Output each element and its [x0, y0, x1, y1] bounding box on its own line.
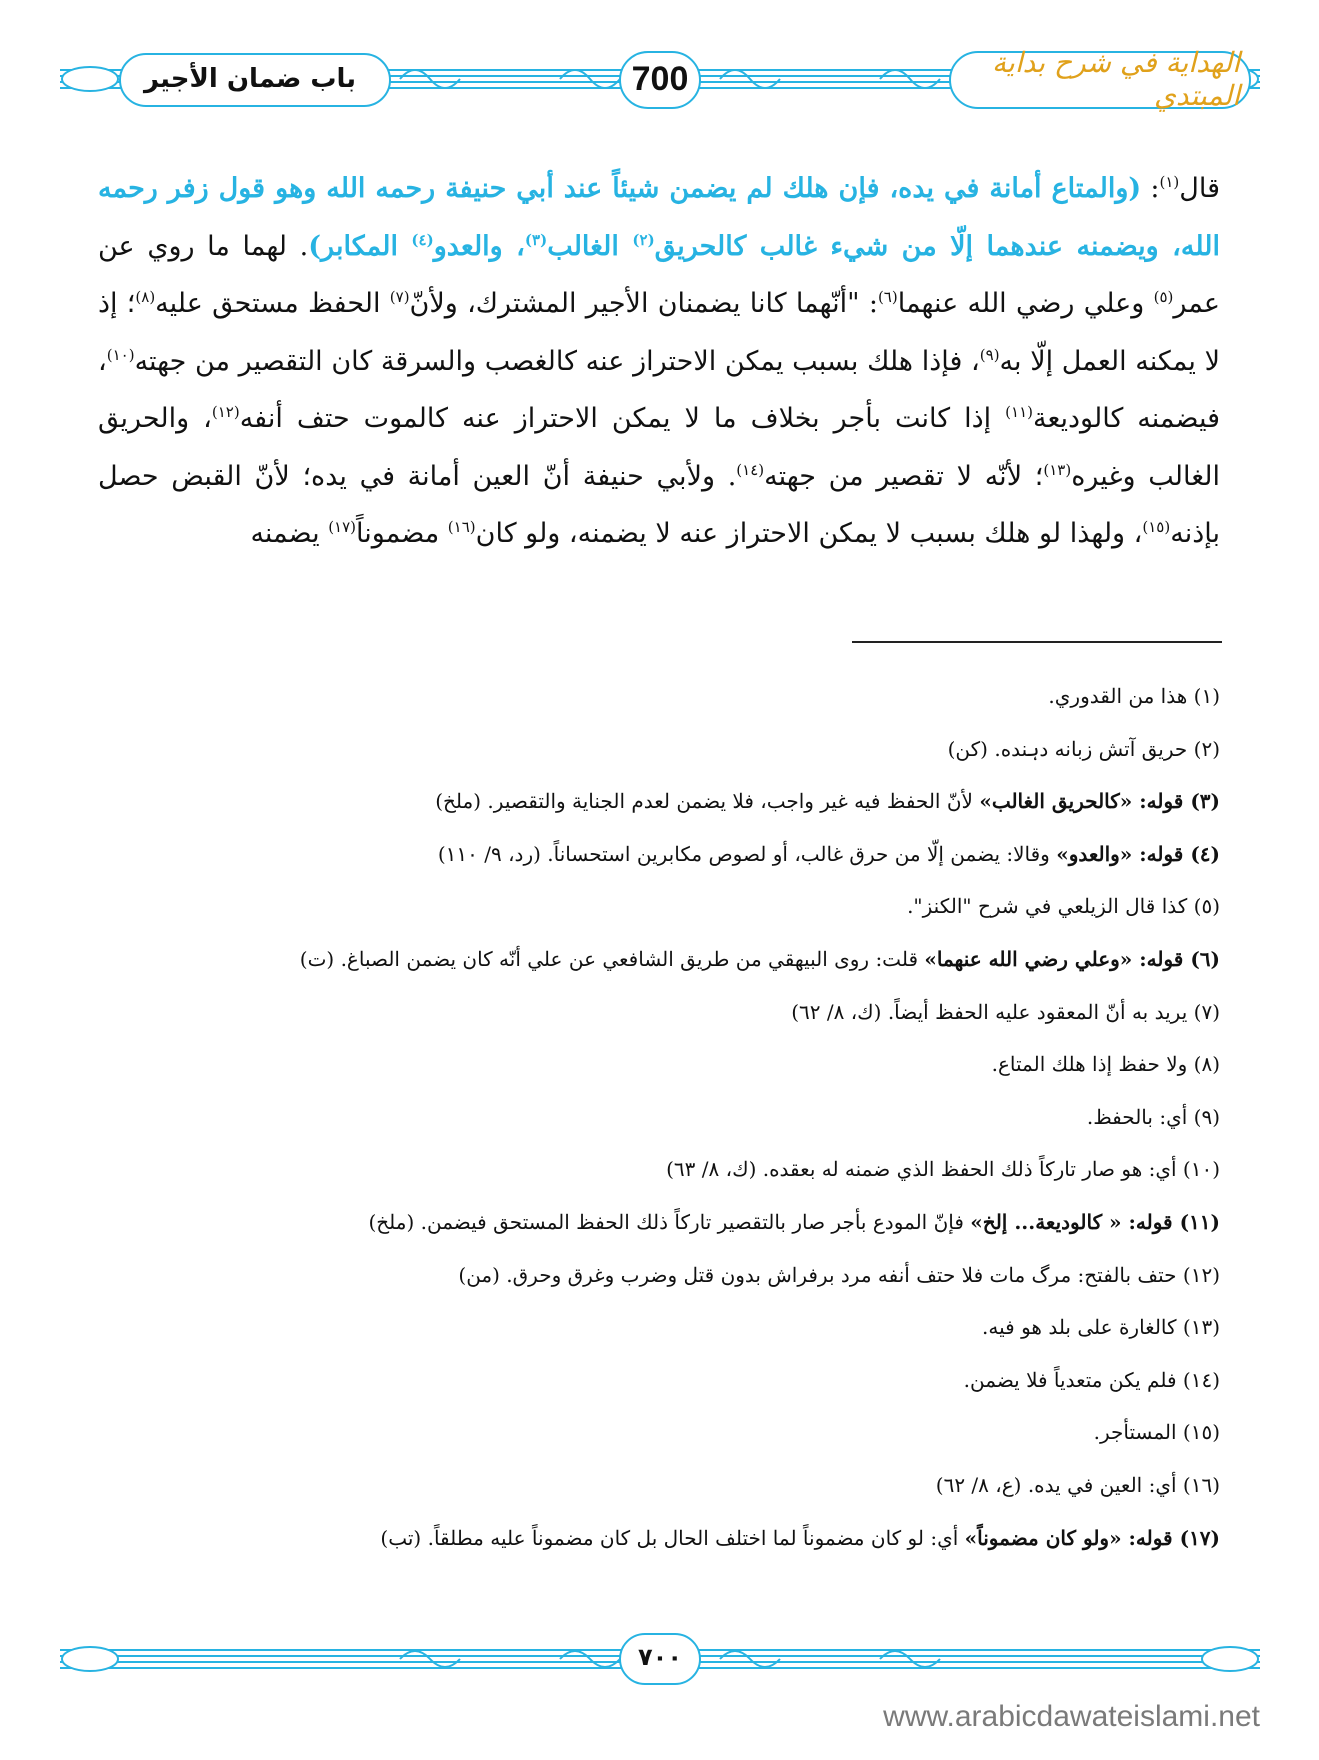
book-title: الهداية في شرح بداية المبتدي	[992, 46, 1240, 112]
footnote-ref: (٦)	[877, 288, 898, 306]
highlighted-matn: (والمتاع أمانة في يده، فإن هلك لم يضمن شيئاً عند أبي حنيفة رحمه الله وهو قول زفر رحمه الله، ويضمنه عندهما إلّا من شيء غالب كالحريق	[98, 173, 1221, 262]
footnote: (١٢) حتف بالفتح: مرگ مات فلا حتف أنفه مرد برفراش بدون قتل وضرب وغرق وحرق. (من)	[458, 1262, 1220, 1287]
main-text-span: وعلي رضي الله عنهما	[897, 288, 1154, 319]
footer-page-number: ٧٠٠	[638, 1643, 682, 1671]
footnote-text: أي: لو كان مضموناً لما اختلف الحال بل كان مضموناً عليه مطلقاً. (تب)	[380, 1525, 965, 1550]
footnote-text: لأنّ الحفظ فيه غير واجب، فلا يضمن لعدم الجناية والتقصير. (ملخ)	[435, 789, 980, 814]
footnote: (٥) كذا قال الزيلعي في شرح "الكنز".	[907, 894, 1220, 919]
footnote: (١٦) أي: العين في يده. (ع، ٨/ ٦٢)	[935, 1472, 1220, 1497]
footnote-lemma: (٣) قوله: «كالحريق الغالب»	[979, 789, 1220, 814]
footnote-ref: (٥)	[1153, 288, 1174, 306]
footnote	[140, 828, 1220, 881]
main-text-span: ؛ لأنّه لا تقصير من جهته	[764, 460, 1044, 492]
footnote: (١٥) المستأجر.	[1093, 1420, 1220, 1445]
main-text-span: إذا كانت بأجر بخلاف ما لا يمكن الاحتراز عنه كالموت حتف أنفه	[239, 403, 1006, 434]
footnote-ref: (٤)	[411, 230, 434, 249]
footnote-ref: (١٣)	[1043, 460, 1072, 479]
main-text-span: ، فيضمنه كالوديعة	[98, 345, 1221, 434]
footnote-text: فإنّ المودع بأجر صار بالتقصير تاركاً ذلك الحفظ المستحق فيضمن. (ملخ)	[368, 1209, 971, 1234]
footnote	[140, 933, 1220, 986]
footnote-ref: (١١)	[1005, 403, 1033, 421]
footnote-text: وقالا: يضمن إلّا من حرق غالب، أو لصوص مكابرين استحساناً. (رد، ٩/ ١١٠)	[437, 841, 1057, 866]
footnote: (٩) أي: بالحفظ.	[1086, 1104, 1220, 1129]
highlighted-matn: ، والعدو	[433, 230, 525, 262]
footnote: (٢) حريق آتش زبانه دہنده. (كن)	[947, 736, 1220, 761]
chapter-title: باب ضمان الأجير	[143, 64, 357, 94]
footnote	[140, 1196, 1220, 1249]
footnote	[140, 1512, 1220, 1565]
main-text-span: ، فإذا هلك بسبب يمكن الاحتراز عنه كالغصب والسرقة كان التقصير من جهته	[134, 345, 980, 377]
highlighted-matn: الغالب	[547, 230, 633, 262]
footnote-ref: (١٧)	[328, 518, 357, 536]
footnote-ref: (١)	[1159, 173, 1180, 191]
main-text-span: . لهما ما روي عن عمر	[98, 230, 1220, 319]
footnote-lemma: (١٧) قوله: «ولو كان مضموناً»	[964, 1525, 1220, 1550]
footnote-ref: (١٢)	[211, 403, 240, 421]
footnote-lemma: (٤) قوله: «والعدو»	[1056, 841, 1220, 866]
website-url[interactable]: www.arabicdawateislami.net	[883, 1700, 1260, 1733]
main-text-span: مضموناً	[356, 518, 448, 549]
footnote-ref: (١٦)	[447, 518, 476, 536]
footnote-ref: (٩)	[979, 345, 1000, 364]
footnote-ref: (٨)	[135, 288, 156, 306]
footnote: (١٠) أي: هو صار تاركاً ذلك الحفظ الذي ضمنه له بعقده. (ك، ٨/ ٦٣)	[666, 1157, 1220, 1182]
footnote-divider	[852, 641, 1222, 643]
main-text	[98, 160, 1220, 563]
footnotes	[140, 670, 1220, 1564]
main-text-span: : "أنّهما كانا يضمنان الأجير المشترك، ولأنّ	[409, 288, 878, 319]
footnote-ref: (١٠)	[106, 345, 135, 364]
footnote: (٨) ولا حفظ إذا هلك المتاع.	[991, 1052, 1220, 1077]
main-text-span: الحفظ مستحق عليه	[155, 288, 390, 319]
footnote: (١٣) كالغارة على بلد هو فيه.	[982, 1315, 1220, 1340]
footnote-ref: (١٥)	[1142, 518, 1171, 536]
footnote-ref: (١٤)	[736, 460, 765, 479]
main-text-span: :	[1141, 173, 1160, 204]
main-text-span: قال	[1179, 173, 1220, 204]
main-text-span: ؛ إذ لا يمكنه العمل إلّا به	[98, 288, 1220, 377]
footnote: (٧) يريد به أنّ المعقود عليه الحفظ أيضاً. (ك، ٨/ ٦٢)	[791, 999, 1220, 1024]
footnote-ref: (٣)	[524, 230, 548, 249]
footnote: (١٤) فلم يكن متعدياً فلا يضمن.	[963, 1367, 1220, 1392]
footnote-ref: (٧)	[389, 288, 410, 306]
footnote-lemma: (٦) قوله: «وعلي رضي الله عنهما»	[924, 946, 1220, 971]
main-text-span: يضمنه	[250, 518, 329, 549]
main-text-span: . ولأبي حنيفة أنّ العين أمانة في يده؛ لأنّ القبض حصل بإذنه	[98, 460, 1220, 549]
highlighted-matn: المكابر)	[308, 230, 412, 262]
footnote-text: قلت: روى البيهقي من طريق الشافعي عن علي أنّه كان يضمن الصباغ. (ت)	[299, 946, 925, 971]
footnote: (١) هذا من القدوري.	[1048, 684, 1220, 708]
main-text-span: ، ولهذا لو هلك بسبب لا يمكن الاحتراز عنه لا يضمنه، ولو كان	[475, 518, 1143, 549]
header-page-number: 700	[631, 59, 689, 98]
main-text-span: ، والحريق الغالب وغيره	[98, 403, 1220, 492]
footnote-ref: (٢)	[632, 230, 655, 249]
footnote-lemma: (١١) قوله: « كالوديعة... إلخ»	[970, 1209, 1220, 1234]
footnote	[140, 775, 1220, 828]
